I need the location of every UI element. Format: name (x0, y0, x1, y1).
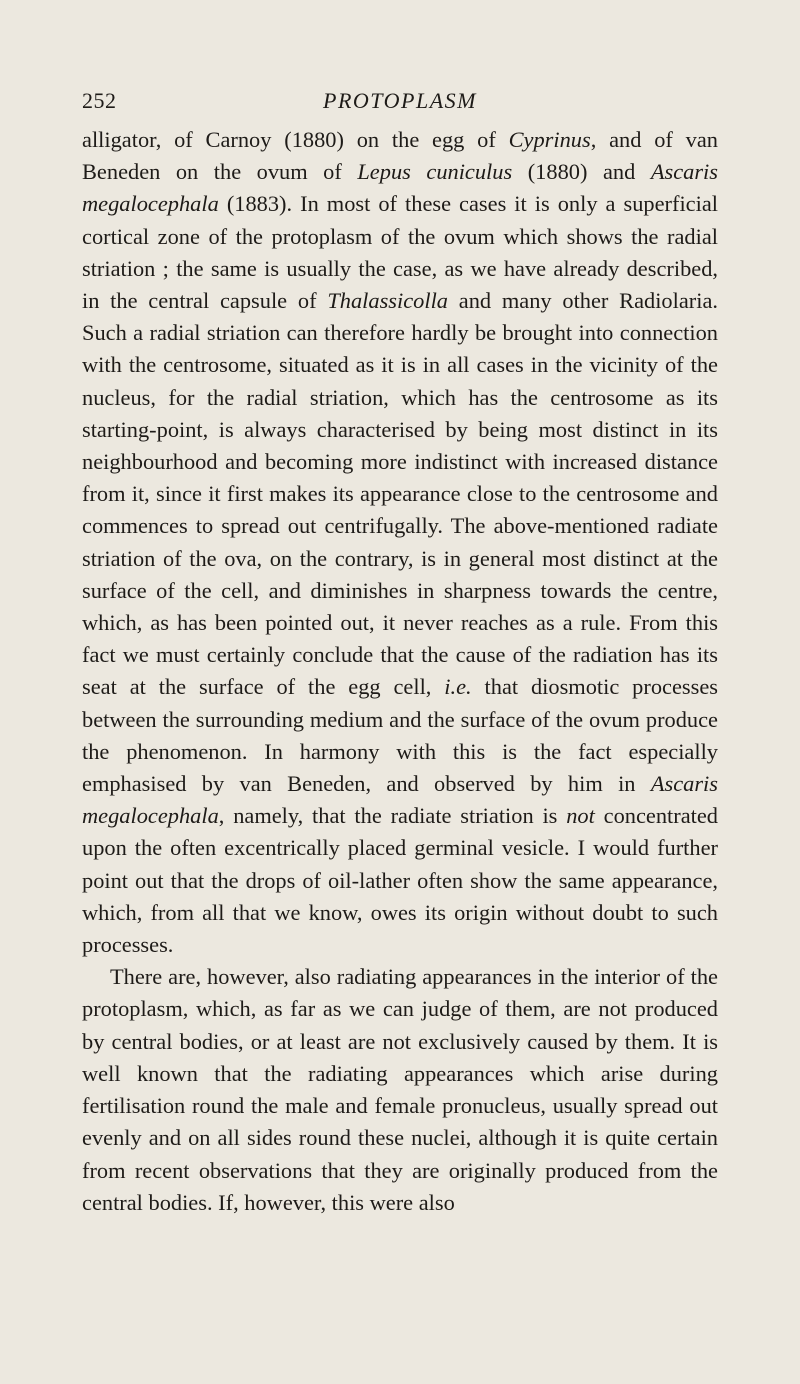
text-run: (1880) and (512, 159, 651, 185)
italic-term: Ascaris megalocephala (82, 771, 718, 829)
paragraph-1 (82, 124, 718, 961)
italic-term: Cyprinus (508, 127, 591, 152)
paragraph-2: There are, however, also radiating appearances in the interior of the protoplasm, which, as far as we can judge of them, are not produced by central bodies, or at least are not exclusively caused by them. It is well known that the radiating appearances which arise during fertilisation round the male and female pronucleus, usually spread out evenly and on all sides round these nuclei, although it is quite certain from recent observations that they are originally produced from the central bodies. If, however, this were also (82, 964, 718, 1215)
text-run: alligator, of Carnoy (1880) on the egg of (82, 127, 509, 152)
italic-term: i.e. (444, 674, 472, 700)
italic-term: not (566, 803, 595, 829)
italic-term: Lepus cuniculus (357, 159, 513, 185)
text-run: , and of van Beneden on the ovum of (82, 127, 718, 185)
italic-term: Ascaris megalocephala (82, 159, 718, 217)
page-number: 252 (82, 88, 117, 113)
running-title: PROTOPLASM (323, 88, 477, 113)
page-header (82, 88, 718, 118)
text-run: that diosmotic processes between the surrounding medium and the surface of the ovum produce the phenomenon. In harmony with this is the fact especially emphasised by van Beneden, and observed by him in (82, 674, 718, 797)
text-run: (1883). In most of these cases it is only a superficial cortical zone of the protoplasm of the ovum which shows the radial striation ; the same is usually the case, as we have already described, in the central capsule of (82, 191, 718, 314)
text-run: concentrated upon the often excentrically placed germinal vesicle. I would further point out that the drops of oil-lather often show the same appearance, which, from all that we know, owes its origin without doubt to such processes. (82, 803, 718, 958)
italic-term: Thalassicolla (327, 288, 448, 314)
body-text (82, 124, 718, 1219)
text-run: and many other Radiolaria. Such a radial striation can therefore hardly be brought into connection with the centrosome, situated as it is in all cases in the vicinity of the nucleus, for the radial striation, which has the centrosome as its starting-point, is always characterised by being most distinct in its neighbourhood and becoming more indistinct with increased distance from it, since it first makes its appearance close to the centrosome and commences to spread out centrifugally. The above-mentioned radiate striation of the ova, on the contrary, is in general most distinct at the surface of the cell, and diminishes in sharpness towards the centre, which, as has been pointed out, it never reaches as a rule. From this fact we must certainly conclude that the cause of the radiation has its seat at the surface of the egg cell, (82, 288, 718, 700)
text-run: , namely, that the radiate striation is (218, 803, 567, 829)
